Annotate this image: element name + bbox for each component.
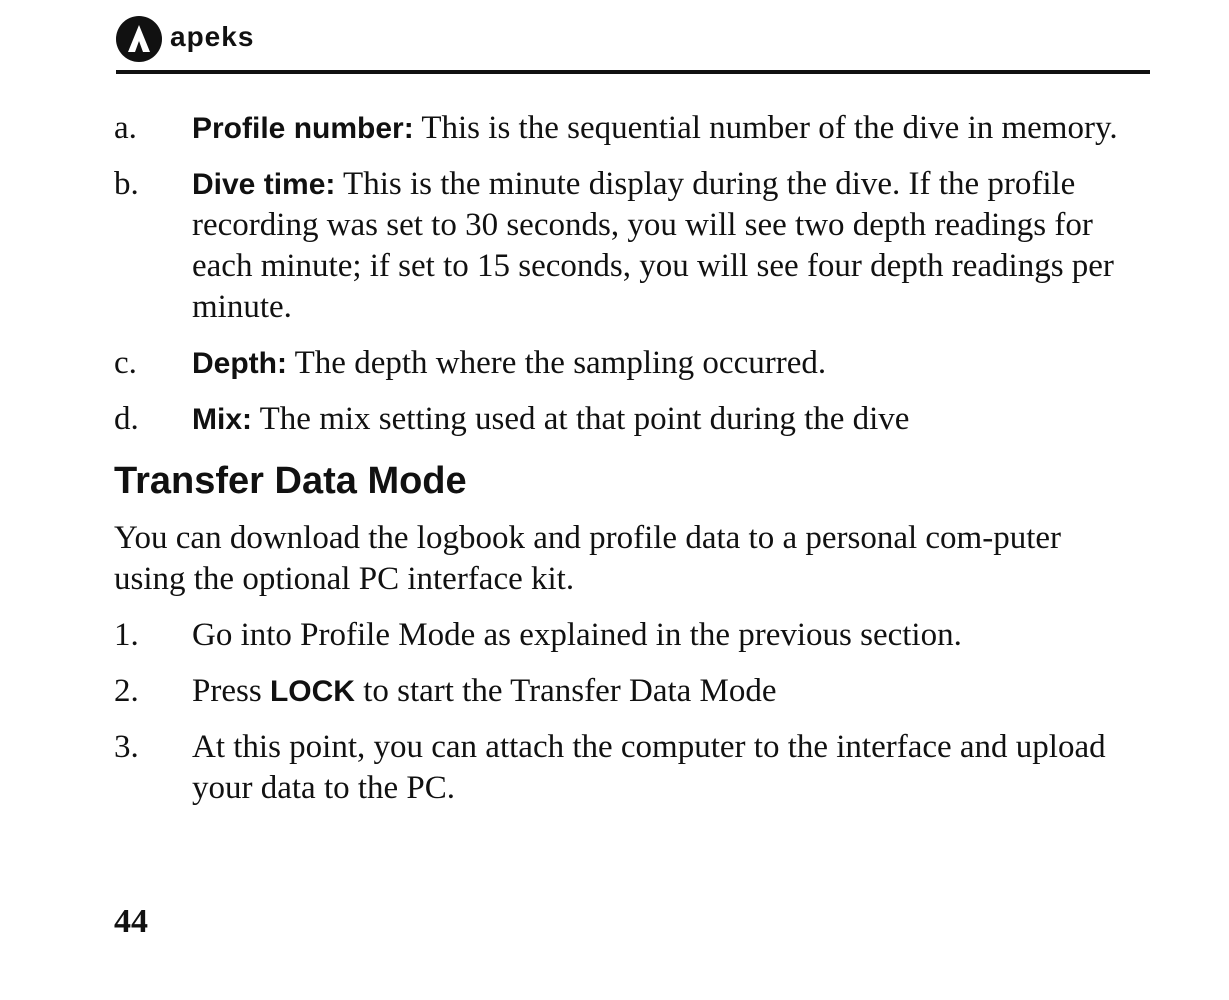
item-body (192, 399, 1129, 440)
item-marker: c. (114, 345, 137, 381)
item-text: This is the sequential number of the dive in memory. (413, 110, 1118, 146)
step-body (192, 671, 1129, 712)
item-term: Dive time: (192, 168, 336, 201)
item-text: The depth where the sampling occurred. (286, 345, 827, 381)
definition-item (114, 108, 1129, 149)
step-item (114, 671, 1129, 712)
item-marker: d. (114, 401, 139, 437)
step-text: Go into Profile Mode as explained in the previous section. (192, 617, 962, 653)
page-number: 44 (114, 903, 148, 940)
page-content (114, 108, 1129, 824)
apeks-logo-icon (114, 14, 164, 64)
item-text: This is the minute display during the dive. If the profile recording was set to 30 seconds, you will see two depth readings for each minute; if set to 15 seconds, you will see four depth readings per minute. (192, 166, 1114, 325)
item-term: Depth: (192, 347, 287, 380)
item-marker: b. (114, 166, 139, 202)
definition-item (114, 164, 1129, 328)
step-item (114, 727, 1129, 809)
step-marker: 3. (114, 729, 139, 765)
step-marker: 2. (114, 673, 139, 709)
header-rule (116, 70, 1150, 74)
page-header (114, 14, 254, 64)
step-text: At this point, you can attach the computer to the interface and upload your data to the PC. (192, 729, 1106, 806)
item-body (192, 108, 1129, 149)
step-marker: 1. (114, 617, 139, 653)
item-term: Profile number: (192, 112, 414, 145)
lock-key-label: LOCK (269, 675, 355, 708)
definition-item (114, 343, 1129, 384)
item-marker: a. (114, 110, 137, 146)
item-text: The mix setting used at that point during the dive (252, 401, 910, 437)
item-term: Mix: (192, 403, 252, 436)
definition-item (114, 399, 1129, 440)
section-intro: You can download the logbook and profile data to a personal com-puter using the optional PC interface kit. (114, 520, 1061, 597)
step-text-before: Press (192, 673, 270, 709)
item-body (192, 164, 1129, 328)
brand-name: apeks (170, 21, 255, 52)
step-item (114, 615, 1129, 656)
step-text-after: to start the Transfer Data Mode (354, 673, 777, 709)
section-heading: Transfer Data Mode (114, 460, 467, 502)
item-body (192, 343, 1129, 384)
